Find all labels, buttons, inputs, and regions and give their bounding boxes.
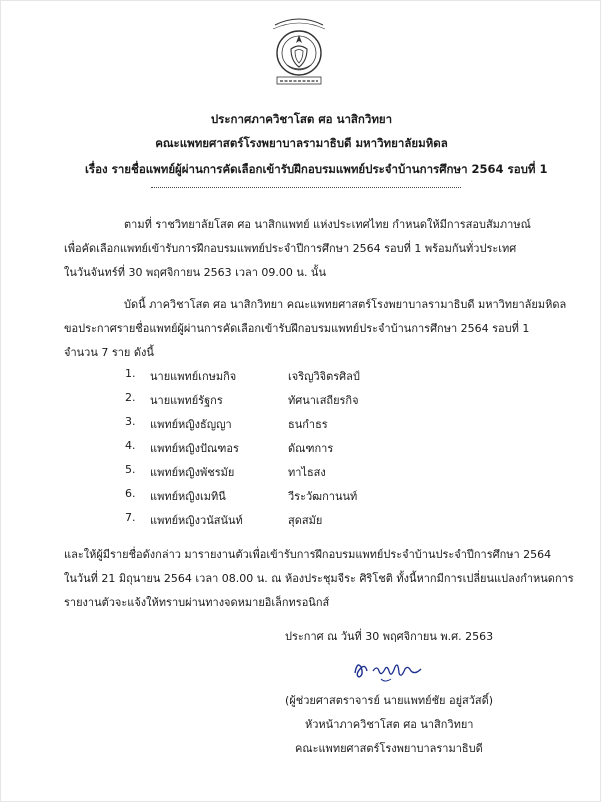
list-item-name: แพทย์หญิงวนัสนันท์ — [150, 514, 243, 527]
intro-line-1: ตามที่ ราชวิทยาลัยโสต ศอ นาสิกแพทย์ แห่งประเทศไทย กำหนดให้มีการสอบสัมภาษณ์ — [124, 218, 531, 231]
intro-line-2: เพื่อคัดเลือกแพทย์เข้ารับการฝึกอบรมแพทย์ประจำปีการศึกษา 2564 รอบที่ 1 พร้อมกันทั่วประเทศ — [64, 242, 517, 255]
list-item-number: 3. — [125, 415, 136, 428]
list-item-number: 1. — [125, 367, 136, 380]
dotted-divider — [151, 187, 461, 188]
header-faculty: คณะแพทยศาสตร์โรงพยาบาลรามาธิบดี มหาวิทยาลัยมหิดล — [155, 136, 448, 150]
list-item-surname: ทาไธสง — [288, 466, 326, 479]
announce-line-2: ขอประกาศรายชื่อแพทย์ผู้ผ่านการคัดเลือกเข้ารับฝึกอบรมแพทย์ประจำบ้านการศึกษา 2564 รอบที่ 1 — [64, 322, 530, 335]
list-item-surname: สุดสมัย — [288, 514, 323, 527]
subject-label: เรื่อง — [85, 162, 108, 176]
header-subject — [85, 161, 548, 179]
list-item-name: แพทย์หญิงพัชรมัย — [150, 466, 235, 479]
list-item-surname: ทัศนาเสถียรกิจ — [288, 394, 359, 407]
mahidol-university-seal-icon — [267, 15, 331, 87]
announce-line-3: จำนวน 7 ราย ดังนี้ — [64, 346, 154, 359]
signatory-title-1: หัวหน้าภาควิชาโสต ศอ นาสิกวิทยา — [305, 718, 474, 731]
handwritten-signature — [351, 653, 431, 687]
list-item-name: แพทย์หญิงธัญญา — [150, 418, 232, 431]
signatory-title-2: คณะแพทยศาสตร์โรงพยาบาลรามาธิบดี — [295, 742, 483, 755]
closing-line-3: รายงานตัวจะแจ้งให้ทราบผ่านทางจดหมายอิเล็กทรอนิกส์ — [64, 596, 330, 609]
list-item-name: นายแพทย์รัฐกร — [150, 394, 223, 407]
list-item-name: แพทย์หญิงปัณฑอร — [150, 442, 239, 455]
closing-line-1: และให้ผู้มีรายชื่อดังกล่าว มารายงานตัวเพื่อเข้ารับการฝึกอบรมแพทย์ประจำบ้านประจำปีการศึกษา 2564 — [64, 548, 552, 561]
closing-line-2: ในวันที่ 21 มิถุนายน 2564 เวลา 08.00 น. ณ ห้องประชุมจีระ ศิริโชติ ทั้งนี้หากมีการเปลี่ยนแปลงกำหนดการ — [64, 572, 574, 585]
intro-line-3: ในวันจันทร์ที่ 30 พฤศจิกายน 2563 เวลา 09.00 น. นั้น — [64, 266, 326, 279]
announcement-date: ประกาศ ณ วันที่ 30 พฤศจิกายน พ.ศ. 2563 — [285, 630, 494, 643]
list-item-number: 7. — [125, 511, 136, 524]
list-item-surname: ธนกำธร — [288, 418, 328, 431]
list-item-number: 2. — [125, 391, 136, 404]
list-item-number: 4. — [125, 439, 136, 452]
list-item-surname: ดัณฑการ — [288, 442, 334, 455]
list-item-name: แพทย์หญิงเมทินี — [150, 490, 226, 503]
subject-text: รายชื่อแพทย์ผู้ผ่านการคัดเลือกเข้ารับฝึกอบรมแพทย์ประจำบ้านการศึกษา 2564 รอบที่ 1 — [111, 162, 548, 176]
list-item-number: 5. — [125, 463, 136, 476]
list-item-surname: วีระวัฒกานนท์ — [288, 490, 358, 503]
signatory-name: (ผู้ช่วยศาสตราจารย์ นายแพทย์ชัย อยู่สวัสดิ์) — [285, 694, 494, 707]
header-title: ประกาศภาควิชาโสต ศอ นาสิกวิทยา — [210, 112, 393, 126]
list-item-number: 6. — [125, 487, 136, 500]
list-item-name: นายแพทย์เกษมกิจ — [150, 370, 237, 383]
announce-line-1: บัดนี้ ภาควิชาโสต ศอ นาสิกวิทยา คณะแพทยศาสตร์โรงพยาบาลรามาธิบดี มหาวิทยาลัยมหิดล — [124, 298, 567, 311]
list-item-surname: เจริญวิจิตรศิลป์ — [288, 370, 360, 383]
